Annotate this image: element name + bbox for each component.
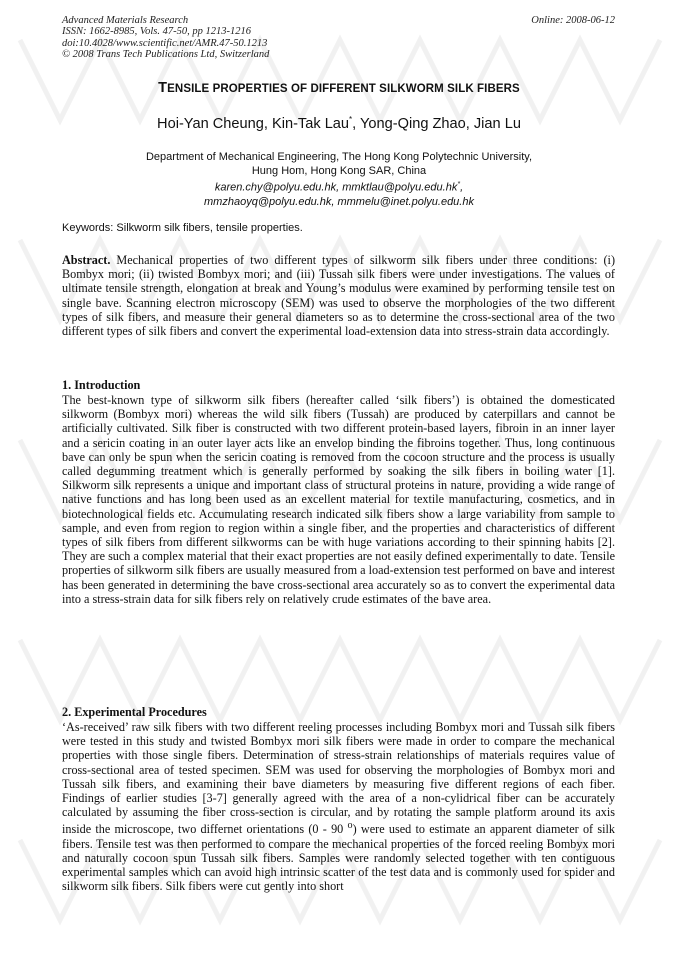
emails-line-1	[0, 178, 678, 195]
authors-rest: , Yong-Qing Zhao, Jian Lu	[352, 115, 521, 132]
emails-1-end: ,	[460, 181, 464, 194]
affiliation-line-2: Hung Hom, Hong Kong SAR, China	[251, 165, 427, 177]
affiliation-line-1: Department of Mechanical Engineering, The Hong Kong Polytechnic University,	[145, 151, 533, 163]
journal-header	[62, 15, 269, 60]
section-2-body	[62, 720, 615, 894]
title-initial: T	[158, 80, 168, 96]
section-2-heading: 2. Experimental Procedures	[62, 705, 207, 719]
abstract	[62, 253, 615, 338]
journal-doi: doi:10.4028/www.scientific.net/AMR.47-50.1213	[62, 37, 268, 49]
section-1-heading: 1. Introduction	[62, 378, 141, 392]
journal-issn: ISSN: 1662-8985, Vols. 47-50, pp 1213-1216	[62, 26, 251, 38]
abstract-label: Abstract.	[62, 253, 111, 267]
authors-first: Hoi-Yan Cheung, Kin-Tak Lau	[157, 115, 350, 132]
title-rest: ENSILE PROPERTIES OF DIFFERENT SILKWORM SILK FIBERS	[167, 83, 520, 95]
degree-mark: o	[347, 820, 353, 832]
journal-copyright: © 2008 Trans Tech Publications Ltd, Switzerland	[62, 48, 270, 60]
email-mark: *	[457, 181, 461, 188]
abstract-text: Mechanical properties of two different types of silkworm silk fibers under three conditions: (i) Bombyx mori; (ii) twisted Bombyx mori; and (iii) Tussah silk fibers were under investigations. The values of ultimate tensile strength, elongation at break and Young’s modulus were examined by performing tensile test on single bave. Scanning electron microscopy (SEM) was used to observe the morphologies of the two different types of silk fibers, and measure their general diameters so as to determine the cross-sectional area of the two different types of silk fibers and convert the experimental load-extension data into stress-strain data accordingly.	[62, 253, 615, 339]
paper-title	[0, 80, 678, 96]
keywords: Keywords: Silkworm silk fibers, tensile properties.	[62, 222, 303, 234]
online-date: Online: 2008-06-12	[531, 15, 615, 26]
section-1-body: The best-known type of silkworm silk fibers (hereafter called ‘silk fibers’) is obtained the domesticated silkworm (Bombyx mori) whereas the wild silk fibers (Tussah) are produced by caterpillars and cannot be artificially cultivated. Silk fiber is constructed with two different protein-based layers, fibroin in an inner layer and a sericin coating in an outer layer acts like an envelop binding the fibroins together. Thus, long continuous bave can only be spun when the sericin coating is removed from the cocoon structure and the process is usually called degumming treatment which is generally performed by soaking the silk fibers in boiling water [1]. Silkworm silk represents a unique and important class of structural proteins in nature, providing a wide range of native functions and has long been used as an excellent material for textile manufacturing, cosmetics, and in biotechnological fields etc. Accumulating research indicated silk fibers show a large variability from sample to sample, and even from region to region within a single fiber, and the properties and characteristics of different types of silk fibers from different silkworms can be with huge variations according to their spinning habits [2]. They are such a complex material that their exact properties are not easily defined experimentally to date. Tensile properties of silkworm silk fibers are usually measured from a load-extension test performed on bave and interest has been generated in determining the bave cross-sectional area accurately so as to convert the experimental data into a stress-strain data for silk fibers rely on relatively crude estimates of the bave area.	[62, 393, 616, 606]
section-2-text-b: ) were used to estimate an apparent diameter of silk fibers. Tensile test was then performed to compare the mechanical properties of the forced reeling Bombyx mori and naturally cocoon spun Tussah silk fibers. Samples were randomly selected together with ten contiguous experimental samples which can avoid high intrinsic scatter of the test data and is commonly used for spider and silkworm silk fibers. Silk fibers were cut gently into short	[62, 822, 615, 894]
affiliation	[0, 150, 678, 209]
section-2-text-a: ‘As-received’ raw silk fibers with two different reeling processes including Bombyx mori and Tussah silk fibers were tested in this study and twisted Bombyx mori silk fibers were made in order to compare the mechanical properties with those single fibers. Determination of stress-strain relationships of materials requires value of cross-sectional area of tested specimen. SEM was used for observing the morphologies of Bombyx mori and Tussah silk fibers, and examining their bave diameters by measuring five different regions of each fiber. Findings of earlier studies [3-7] generally agreed with the area of a non-cylidrical fiber can be accurately calculated by assuming the fiber cross-section is circular, and by rotating the sample platform around its axis inside the microscope, two differnet orientations (0 - 90	[62, 720, 615, 837]
author-list	[0, 115, 678, 132]
journal-name: Advanced Materials Research	[62, 15, 189, 26]
emails-1: karen.chy@polyu.edu.hk, mmktlau@polyu.edu.hk	[214, 181, 458, 194]
corresponding-mark: *	[349, 115, 353, 124]
emails-line-2: mmzhaoyq@polyu.edu.hk, mmmelu@inet.polyu.edu.hk	[204, 195, 474, 208]
